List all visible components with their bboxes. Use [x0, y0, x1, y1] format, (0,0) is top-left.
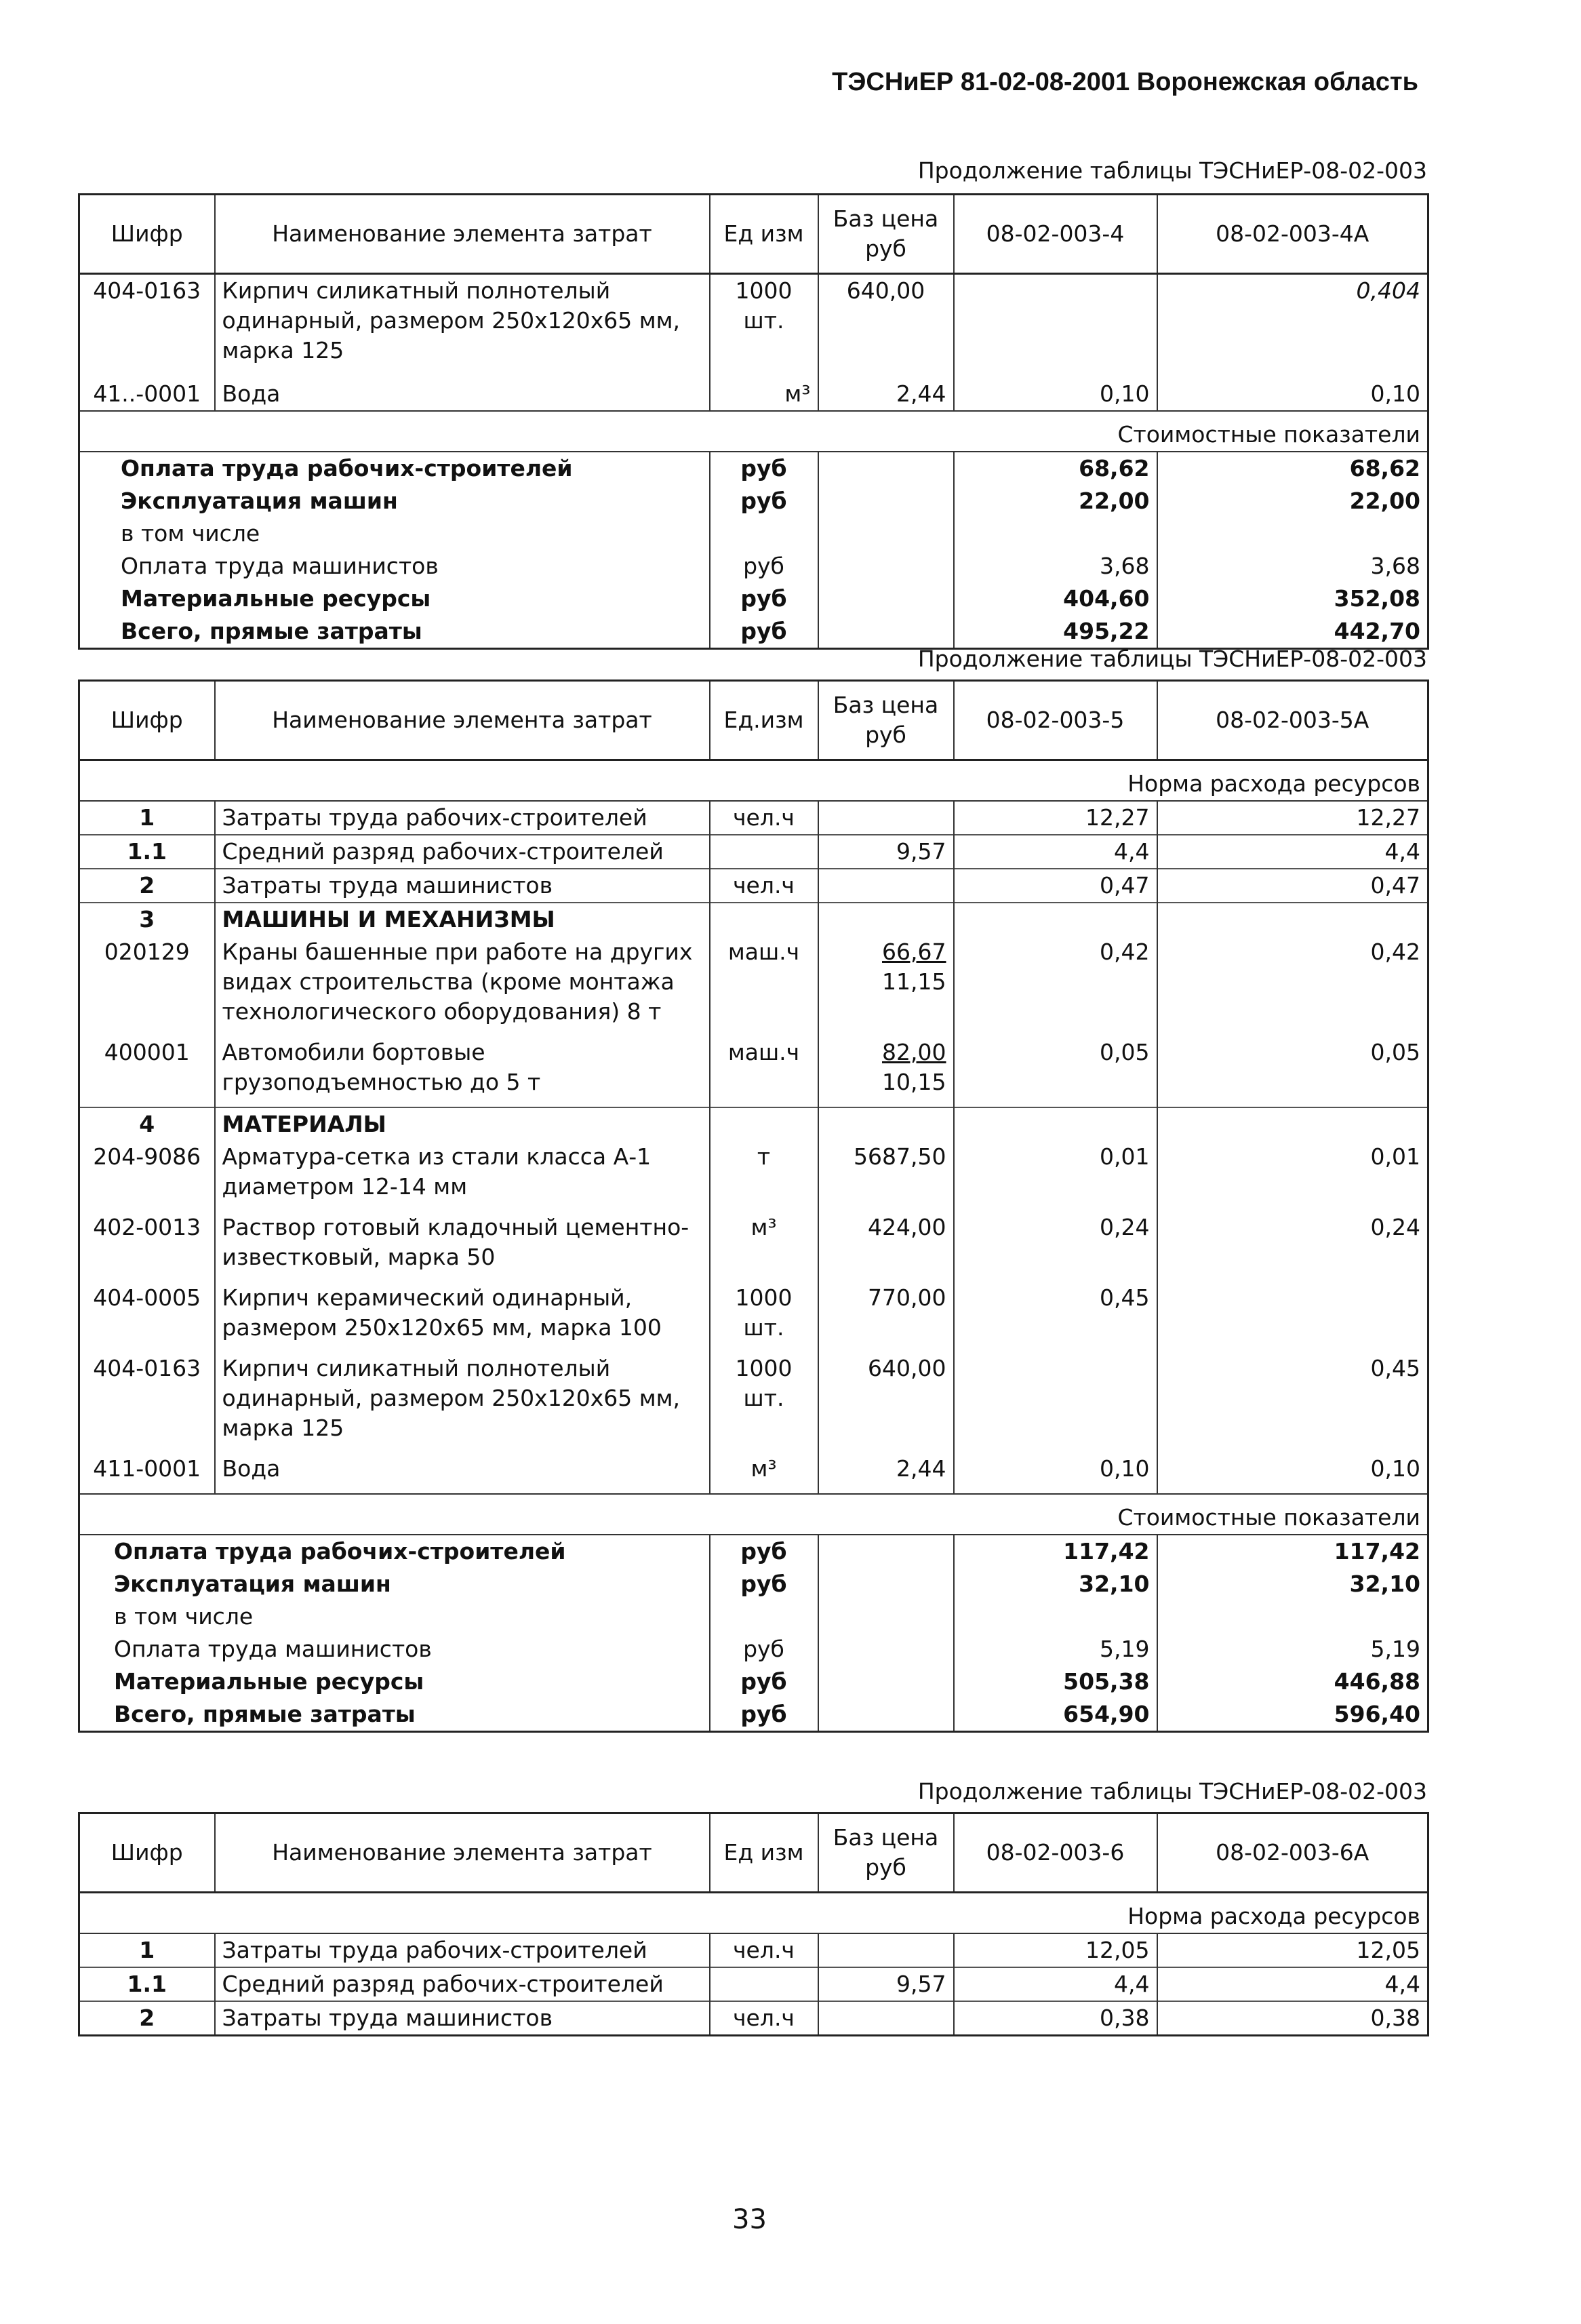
row-unit: м³	[710, 1453, 818, 1494]
row-value-a: 0,10	[954, 367, 1157, 411]
totals-name: в том числе	[121, 520, 260, 547]
row-price: 2,44	[818, 367, 954, 411]
totals-value-a: 22,00	[954, 485, 1157, 517]
row-name: Кирпич керамический одинарный, размером 250х120х65 мм, марка 100	[215, 1282, 710, 1352]
row-code: 404-0005	[93, 1284, 201, 1311]
totals-value-a: 5,19	[954, 1633, 1157, 1666]
cost-section-row	[79, 411, 1428, 452]
table-row	[79, 1211, 1428, 1282]
totals-value-b: 117,42	[1157, 1535, 1428, 1568]
header-col-a: 08-02-003-4	[954, 195, 1157, 274]
row-unit: чел.ч	[710, 1933, 818, 1967]
cost-section-row	[79, 1494, 1428, 1535]
row-unit	[710, 1967, 818, 2001]
row-code: 2	[79, 869, 215, 903]
header-code: Шифр	[79, 195, 215, 274]
table-row	[79, 801, 1428, 835]
totals-value-b: 442,70	[1157, 615, 1428, 649]
row-price	[818, 1141, 954, 1211]
totals-row	[79, 1568, 1428, 1600]
row-price-machinist: 10,15	[882, 1069, 946, 1095]
row-unit: чел.ч	[710, 2001, 818, 2036]
row-name: Раствор готовый кладочный цементно-известковый, марка 50	[215, 1211, 710, 1282]
totals-value-a: 32,10	[954, 1568, 1157, 1600]
table-row	[79, 2001, 1428, 2036]
row-unit: чел.ч	[710, 869, 818, 903]
row-value-a	[954, 1107, 1157, 1141]
table-row	[79, 1107, 1428, 1141]
totals-value-b: 3,68	[1157, 550, 1428, 583]
row-value-a: 0,45	[954, 1282, 1157, 1352]
totals-value-a: 505,38	[954, 1666, 1157, 1698]
row-name: Средний разряд рабочих-строителей	[215, 835, 710, 869]
row-price-main: 424,00	[868, 1214, 946, 1240]
row-code: 1	[79, 801, 215, 835]
row-price	[818, 1352, 954, 1453]
row-price-main: 5687,50	[854, 1143, 946, 1170]
row-code: 400001	[104, 1039, 190, 1065]
row-price: 9,57	[818, 1967, 954, 2001]
row-unit: чел.ч	[710, 801, 818, 835]
table-row	[79, 274, 1428, 368]
header-price: Баз цена руб	[818, 1813, 954, 1893]
header-col-b: 08-02-003-4А	[1157, 195, 1428, 274]
table-row	[79, 903, 1428, 936]
row-price-main: 66,67	[882, 939, 946, 965]
header-code: Шифр	[79, 681, 215, 760]
row-code: 1.1	[79, 835, 215, 869]
table-row	[79, 1453, 1428, 1494]
totals-unit: руб	[710, 1535, 818, 1568]
totals-unit: руб	[710, 1698, 818, 1732]
resource-table-3	[78, 1812, 1429, 2036]
row-value-a	[954, 1352, 1157, 1453]
norm-section-label: Норма расхода ресурсов	[79, 1893, 1428, 1934]
row-value-a: 12,05	[954, 1933, 1157, 1967]
totals-value-a: 495,22	[954, 615, 1157, 649]
header-name: Наименование элемента затрат	[215, 195, 710, 274]
row-price	[818, 903, 954, 936]
row-price-main: 640,00	[868, 1355, 946, 1381]
totals-unit: руб	[710, 485, 818, 517]
totals-value-a: 68,62	[954, 452, 1157, 485]
table-header-row	[79, 681, 1428, 760]
totals-value-b: 446,88	[1157, 1666, 1428, 1698]
row-value-b: 12,27	[1157, 801, 1428, 835]
header-price: Баз цена руб	[818, 681, 954, 760]
header-col-a: 08-02-003-6	[954, 1813, 1157, 1893]
row-price-machinist: 11,15	[882, 968, 946, 995]
totals-name: Материальные ресурсы	[114, 1668, 424, 1695]
row-price	[818, 1211, 954, 1282]
row-value-a: 0,01	[954, 1141, 1157, 1211]
header-unit: Ед.изм	[710, 681, 818, 760]
row-value-a: 0,47	[954, 869, 1157, 903]
row-value-b: 0,10	[1157, 1453, 1428, 1494]
row-price: 640,00	[818, 274, 954, 368]
row-value-b: 0,404	[1157, 274, 1428, 368]
row-name: Средний разряд рабочих-строителей	[215, 1967, 710, 2001]
row-unit: 1000 шт.	[710, 1352, 818, 1453]
table-header-row	[79, 195, 1428, 274]
totals-name: Материальные ресурсы	[121, 585, 431, 612]
row-value-b: 4,4	[1157, 1967, 1428, 2001]
row-unit: 1000 шт.	[710, 274, 818, 368]
totals-value-b: 32,10	[1157, 1568, 1428, 1600]
row-name: Краны башенные при работе на других видах строительства (кроме монтажа технологического оборудования) 8 т	[215, 936, 710, 1036]
row-value-a: 0,10	[954, 1453, 1157, 1494]
row-value-b	[1157, 1282, 1428, 1352]
row-price	[818, 869, 954, 903]
totals-name: Оплата труда рабочих-строителей	[114, 1538, 566, 1564]
row-value-a: 0,05	[954, 1036, 1157, 1107]
header-col-b: 08-02-003-6А	[1157, 1813, 1428, 1893]
totals-unit: руб	[710, 1666, 818, 1698]
row-name: Кирпич силикатный полнотелый одинарный, размером 250х120х65 мм, марка 125	[215, 1352, 710, 1453]
row-name: Арматура-сетка из стали класса А-1 диаметром 12-14 мм	[215, 1141, 710, 1211]
row-code: 2	[79, 2001, 215, 2036]
totals-value-a	[954, 1600, 1157, 1633]
row-name: Автомобили бортовые грузоподъемностью до 5 т	[215, 1036, 710, 1107]
table-row	[79, 835, 1428, 869]
row-code: 41..-0001	[93, 380, 201, 407]
totals-value-b	[1157, 1600, 1428, 1633]
row-value-b: 0,47	[1157, 869, 1428, 903]
row-unit: т	[710, 1141, 818, 1211]
norm-section-row	[79, 1893, 1428, 1934]
totals-value-a: 117,42	[954, 1535, 1157, 1568]
row-value-a: 0,38	[954, 2001, 1157, 2036]
row-code: 402-0013	[93, 1214, 201, 1240]
table-row	[79, 1352, 1428, 1453]
row-code: 020129	[104, 939, 190, 965]
header-price: Баз цена руб	[818, 195, 954, 274]
row-price	[818, 1453, 954, 1494]
totals-value-b: 68,62	[1157, 452, 1428, 485]
row-unit	[710, 835, 818, 869]
row-code: 1.1	[79, 1967, 215, 2001]
row-value-a: 4,4	[954, 1967, 1157, 2001]
totals-value-a: 3,68	[954, 550, 1157, 583]
table-row	[79, 1036, 1428, 1107]
header-name: Наименование элемента затрат	[215, 681, 710, 760]
table-row	[79, 1933, 1428, 1967]
table-row	[79, 869, 1428, 903]
row-price-main: 770,00	[868, 1284, 946, 1311]
table-row	[79, 1967, 1428, 2001]
totals-row	[79, 517, 1428, 550]
header-unit: Ед изм	[710, 195, 818, 274]
totals-value-b: 352,08	[1157, 583, 1428, 615]
row-value-a: 12,27	[954, 801, 1157, 835]
totals-row	[79, 1535, 1428, 1568]
row-price-main: 2,44	[896, 1455, 946, 1482]
row-code: 3	[79, 903, 215, 936]
row-code: 204-9086	[93, 1143, 201, 1170]
row-value-b: 0,01	[1157, 1141, 1428, 1211]
table-row	[79, 367, 1428, 411]
totals-row	[79, 452, 1428, 485]
row-value-b: 12,05	[1157, 1933, 1428, 1967]
cost-section-label: Стоимостные показатели	[79, 1494, 1428, 1535]
row-value-a: 0,42	[954, 936, 1157, 1036]
totals-unit	[710, 1600, 818, 1633]
row-unit	[710, 903, 818, 936]
table-row	[79, 936, 1428, 1036]
totals-name: Всего, прямые затраты	[121, 618, 422, 644]
row-code: 404-0163	[93, 277, 201, 304]
totals-row	[79, 615, 1428, 649]
totals-name: в том числе	[114, 1603, 254, 1630]
row-value-b: 0,38	[1157, 2001, 1428, 2036]
resource-table-1	[78, 193, 1429, 650]
row-price	[818, 801, 954, 835]
totals-value-b: 22,00	[1157, 485, 1428, 517]
row-value-b: 0,24	[1157, 1211, 1428, 1282]
totals-name: Эксплуатация машин	[121, 488, 398, 514]
row-price	[818, 1933, 954, 1967]
row-code: 4	[79, 1107, 215, 1141]
row-code: 411-0001	[93, 1455, 201, 1482]
row-value-b	[1157, 1107, 1428, 1141]
totals-row	[79, 1600, 1428, 1633]
totals-unit: руб	[710, 615, 818, 649]
row-code: 404-0163	[93, 1355, 201, 1381]
totals-name: Всего, прямые затраты	[114, 1701, 416, 1727]
row-name: Затраты труда машинистов	[215, 2001, 710, 2036]
totals-name: Оплата труда машинистов	[121, 553, 439, 579]
totals-unit: руб	[710, 583, 818, 615]
totals-name: Оплата труда рабочих-строителей	[121, 455, 573, 481]
row-unit: м³	[710, 1211, 818, 1282]
row-price	[818, 2001, 954, 2036]
row-value-b: 0,42	[1157, 936, 1428, 1036]
row-unit: 1000 шт.	[710, 1282, 818, 1352]
norm-section-row	[79, 760, 1428, 802]
table-header-row	[79, 1813, 1428, 1893]
row-value-a	[954, 903, 1157, 936]
row-value-b: 0,45	[1157, 1352, 1428, 1453]
totals-row	[79, 1633, 1428, 1666]
row-price-main: 9,57	[896, 838, 946, 865]
totals-row	[79, 485, 1428, 517]
header-name: Наименование элемента затрат	[215, 1813, 710, 1893]
row-name: Вода	[215, 1453, 710, 1494]
row-name: Затраты труда рабочих-строителей	[215, 1933, 710, 1967]
totals-row	[79, 583, 1428, 615]
row-price	[818, 936, 954, 1036]
row-value-a: 4,4	[954, 835, 1157, 869]
totals-value-a: 654,90	[954, 1698, 1157, 1732]
row-unit: маш.ч	[710, 1036, 818, 1107]
row-price	[818, 1036, 954, 1107]
row-code: 1	[79, 1933, 215, 1967]
row-value-b: 4,4	[1157, 835, 1428, 869]
totals-value-a: 404,60	[954, 583, 1157, 615]
header-col-a: 08-02-003-5	[954, 681, 1157, 760]
row-name: Затраты труда машинистов	[215, 869, 710, 903]
row-value-b: 0,05	[1157, 1036, 1428, 1107]
header-code: Шифр	[79, 1813, 215, 1893]
row-value-b	[1157, 903, 1428, 936]
row-unit: маш.ч	[710, 936, 818, 1036]
row-name: Кирпич силикатный полнотелый одинарный, размером 250х120х65 мм, марка 125	[215, 274, 710, 368]
row-price-main: 82,00	[882, 1039, 946, 1065]
table-row	[79, 1282, 1428, 1352]
totals-unit: руб	[710, 550, 818, 583]
table-row	[79, 1141, 1428, 1211]
row-value-b: 0,10	[1157, 367, 1428, 411]
totals-unit: руб	[710, 452, 818, 485]
totals-unit: руб	[710, 1633, 818, 1666]
row-name: МАШИНЫ И МЕХАНИЗМЫ	[215, 903, 710, 936]
totals-name: Эксплуатация машин	[114, 1571, 391, 1597]
table-continuation-caption: Продолжение таблицы ТЭСНиЕР-08-02-003	[917, 1778, 1427, 1805]
resource-table-2	[78, 680, 1429, 1733]
table-continuation-caption: Продолжение таблицы ТЭСНиЕР-08-02-003	[917, 157, 1427, 184]
totals-row	[79, 1698, 1428, 1732]
row-price	[818, 1282, 954, 1352]
totals-row	[79, 1666, 1428, 1698]
page-header: ТЭСНиЕР 81-02-08-2001 Воронежская область	[832, 68, 1418, 96]
row-name: МАТЕРИАЛЫ	[215, 1107, 710, 1141]
row-name: Затраты труда рабочих-строителей	[215, 801, 710, 835]
row-unit	[710, 1107, 818, 1141]
totals-value-b: 5,19	[1157, 1633, 1428, 1666]
totals-unit: руб	[710, 1568, 818, 1600]
page-number: 33	[732, 2204, 767, 2235]
totals-name: Оплата труда машинистов	[114, 1636, 432, 1662]
row-name: Вода	[215, 367, 710, 411]
cost-section-label: Стоимостные показатели	[79, 411, 1428, 452]
row-unit: м³	[710, 367, 818, 411]
totals-row	[79, 550, 1428, 583]
norm-section-label: Норма расхода ресурсов	[79, 760, 1428, 802]
header-col-b: 08-02-003-5А	[1157, 681, 1428, 760]
table-continuation-caption: Продолжение таблицы ТЭСНиЕР-08-02-003	[917, 646, 1427, 672]
row-value-a	[954, 274, 1157, 368]
row-value-a: 0,24	[954, 1211, 1157, 1282]
header-unit: Ед изм	[710, 1813, 818, 1893]
totals-value-b: 596,40	[1157, 1698, 1428, 1732]
row-price	[818, 835, 954, 869]
row-price	[818, 1107, 954, 1141]
